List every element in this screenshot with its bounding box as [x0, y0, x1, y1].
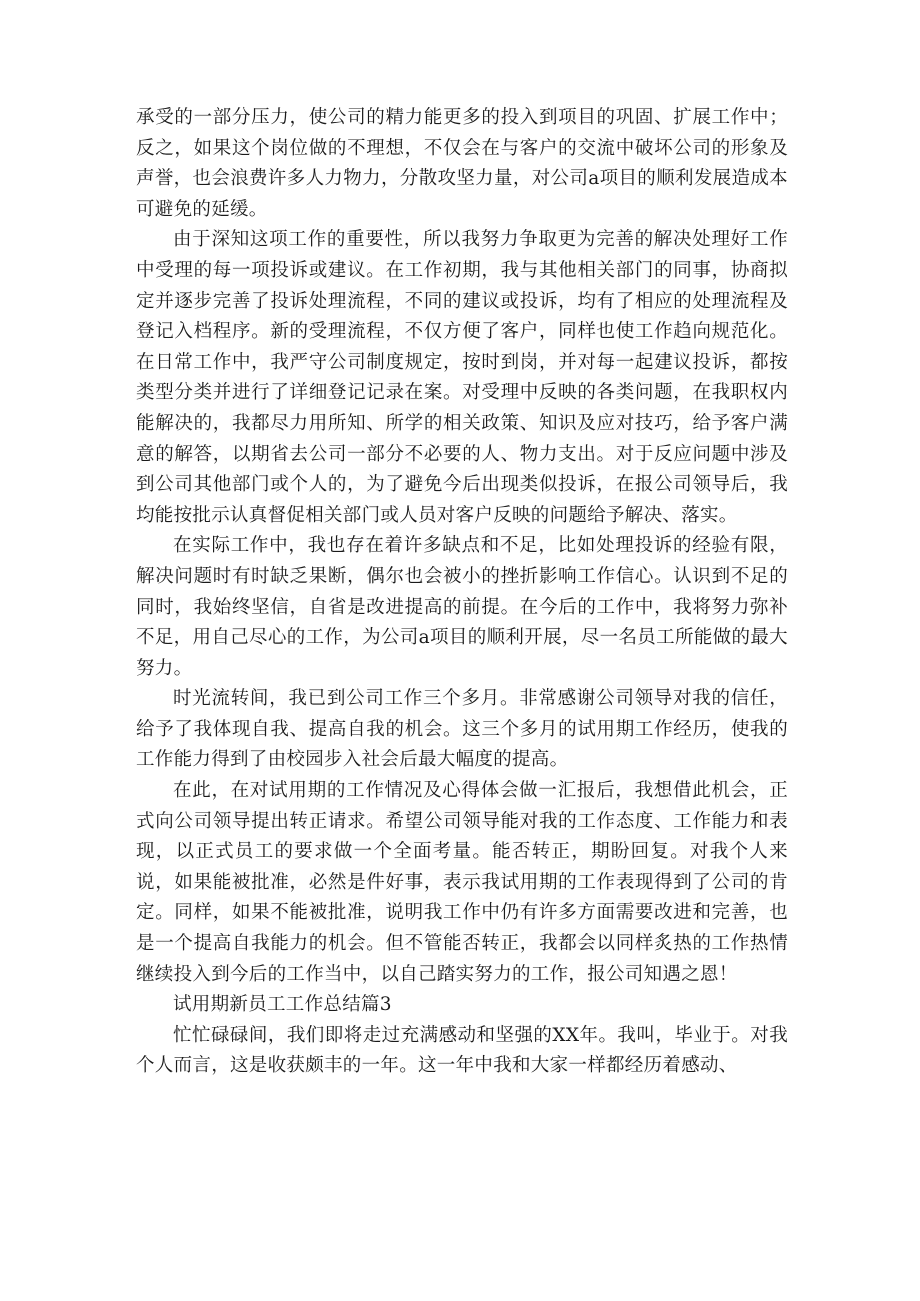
paragraph-3: 在实际工作中，我也存在着许多缺点和不足，比如处理投诉的经验有限，解决问题时有时缺乏果断，偶尔也会被小的挫折影响工作信心。认识到不足的同时，我始终坚信，自省是改进提高的前提。在今后的工作中，我将努力弥补不足，用自己尽心的工作，为公司a项目的顺利开展，尽一名员工所能做的最大努力。: [136, 535, 788, 679]
document-page: [136, 103, 788, 1082]
paragraph-4: 时光流转间，我已到公司工作三个多月。非常感谢公司领导对我的信任，给予了我体现自我、提高自我的机会。这三个多月的试用期工作经历，使我的工作能力得到了由校园步入社会后最大幅度的提高。: [136, 688, 788, 771]
paragraph-5: 在此，在对试用期的工作情况及心得体会做一汇报后，我想借此机会，正式向公司领导提出转正请求。希望公司领导能对我的工作态度、工作能力和表现，以正式员工的要求做一个全面考量。能否转正，期盼回复。对我个人来说，如果能被批准，必然是件好事，表示我试用期的工作表现得到了公司的肯定。同样，如果不能被批准，说明我工作中仍有许多方面需要改进和完善，也是一个提高自我能力的机会。但不管能否转正，我都会以同样炙热的工作热情继续投入到今后的工作当中，以自己踏实努力的工作，报公司知遇之恩！: [136, 780, 788, 985]
paragraph-2: 由于深知这项工作的重要性，所以我努力争取更为完善的解决处理好工作中受理的每一项投诉或建议。在工作初期，我与其他相关部门的同事，协商拟定并逐步完善了投诉处理流程，不同的建议或投诉，均有了相应的处理流程及登记入档程序。新的受理流程，不仅方便了客户，同样也使工作趋向规范化。在日常工作中，我严守公司制度规定，按时到岗，并对每一起建议投诉，都按类型分类并进行了详细登记记录在案。对受理中反映的各类问题，在我职权内能解决的，我都尽力用所知、所学的相关政策、知识及应对技巧，给予客户满意的解答，以期省去公司一部分不必要的人、物力支出。对于反应问题中涉及到公司其他部门或个人的，为了避免今后出现类似投诉，在报公司领导后，我均能按批示认真督促相关部门或人员对客户反映的问题给予解决、落实。: [136, 229, 788, 526]
paragraph-1: 承受的一部分压力，使公司的精力能更多的投入到项目的巩固、扩展工作中；反之，如果这个岗位做的不理想，不仅会在与客户的交流中破坏公司的形象及声誉，也会浪费许多人力物力，分散攻坚力量，对公司a项目的顺利发展造成本可避免的延缓。: [136, 107, 788, 220]
closing-paragraph: 忙忙碌碌间，我们即将走过充满感动和坚强的XX年。我叫，毕业于。对我个人而言，这是收获颇丰的一年。这一年中我和大家一样都经历着感动、: [136, 1024, 788, 1077]
section-heading: 试用期新员工工作总结篇3: [173, 994, 392, 1016]
